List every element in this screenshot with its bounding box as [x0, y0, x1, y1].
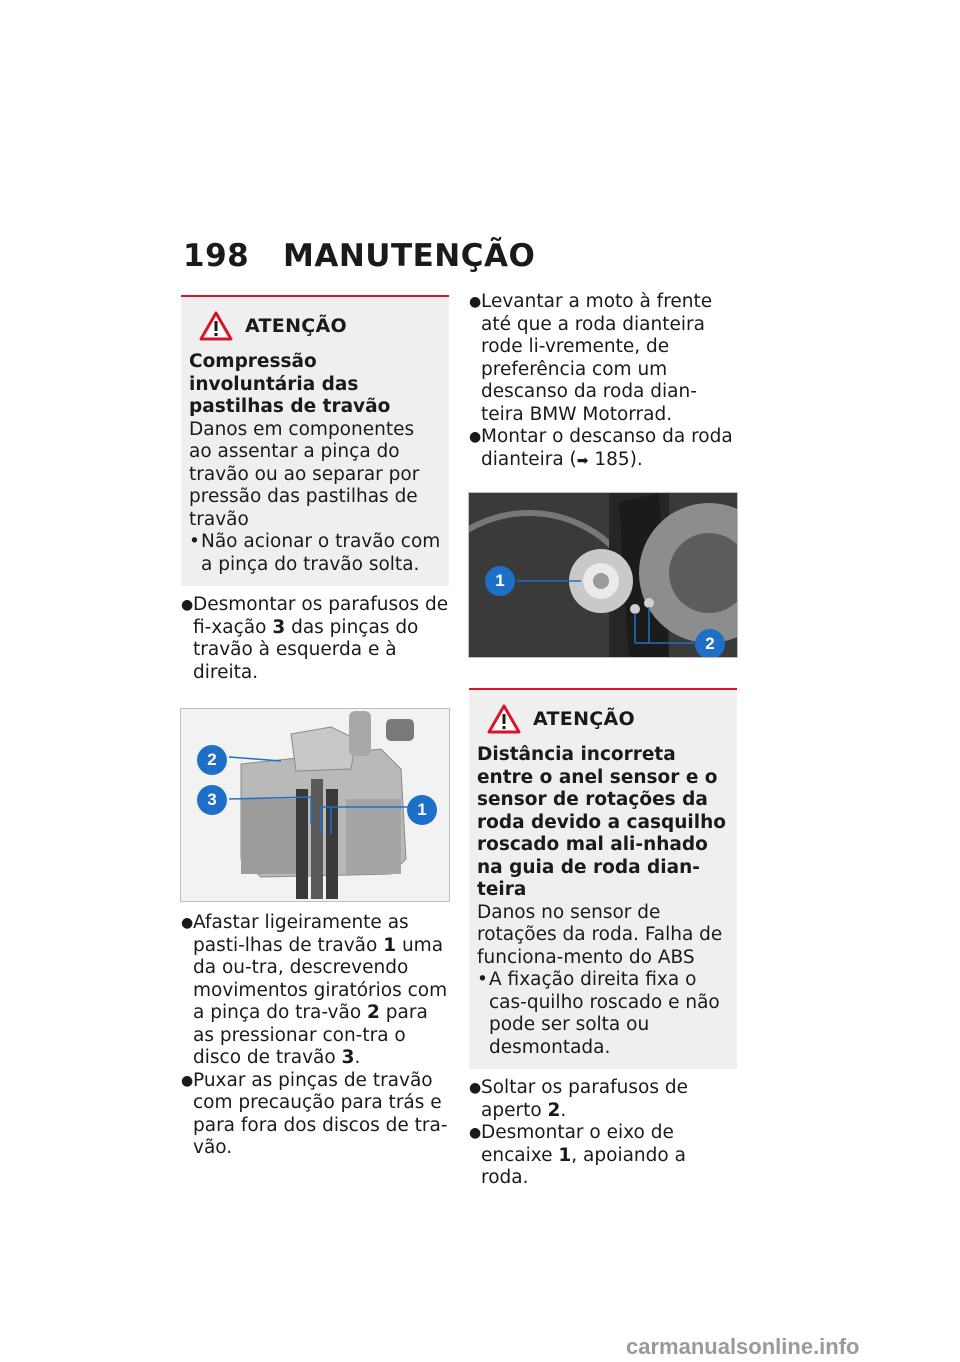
- callout-3: 3: [197, 785, 227, 815]
- bullet-icon: ●: [469, 1125, 482, 1141]
- warning-triangle-icon: [199, 311, 233, 341]
- list-item: ● Levantar a moto à frente até que a roda dianteira rode li-vremente, de preferência com um descanso da roda dian-teira BMW Motorrad.: [469, 291, 713, 425]
- warning-item: • Não acionar o travão com a pinça do travão solta.: [189, 531, 441, 575]
- warning-header: [199, 311, 441, 341]
- warning-title: Compressão involuntária das pastilhas de travão: [189, 351, 391, 417]
- bullet-icon: ●: [469, 294, 482, 310]
- page-number: 198: [183, 238, 250, 274]
- callout-2: 2: [695, 629, 725, 658]
- list-item: ● Montar o descanso da roda dianteira (➡ 185).: [469, 426, 737, 472]
- callout-1: 1: [485, 566, 515, 596]
- warning-title: Distância incorreta entre o anel sensor e o sensor de rotações da roda devido a casquilho roscado mal ali-nhado na guia de roda dian-teira: [477, 744, 726, 900]
- warning-body: Danos no sensor de rotações da roda. Falha de funciona-mento do ABS: [477, 901, 723, 968]
- left-column: [181, 295, 449, 1160]
- list-item: ● Desmontar o eixo de encaixe 1, apoiando a roda.: [469, 1122, 686, 1188]
- ref-number: 3: [272, 616, 286, 638]
- list-item: ● Afastar ligeiramente as pasti-lhas de travão 1 uma da ou-tra, descrevendo movimentos giratórios com a pinça do tra-vão 2 para as pressionar con-tra o disco de travão 3.: [181, 912, 448, 1068]
- bullet-icon: ●: [181, 597, 194, 613]
- warning-box: [181, 295, 449, 586]
- warning-item-text: Não acionar o travão com a pinça do travão solta.: [201, 531, 441, 575]
- warning-item-text: A fixação direita fixa o cas-quilho roscado e não pode ser solta ou desmontada.: [489, 969, 720, 1058]
- warning-label: ATENÇÃO: [245, 314, 347, 337]
- callout-1: 1: [407, 795, 437, 825]
- front-wheel-axle-figure: [468, 492, 738, 658]
- brake-caliper-figure: [180, 708, 450, 902]
- bullet-icon: ●: [181, 1072, 194, 1089]
- section-title: MANUTENÇÃO: [283, 238, 536, 274]
- warning-triangle-icon: [487, 704, 521, 734]
- watermark: carmanualsonline.info: [626, 1334, 860, 1359]
- warning-item: • A fixação direita fixa o cas-quilho roscado e não pode ser solta ou desmontada.: [477, 969, 729, 1059]
- list-item: ● Puxar as pinças de travão com precaução para trás e para fora dos discos de tra-vão.: [181, 1069, 448, 1158]
- right-column: [469, 291, 737, 1190]
- bullet-icon: ●: [469, 1080, 482, 1096]
- warning-label: ATENÇÃO: [533, 707, 635, 730]
- callout-2: 2: [197, 745, 227, 775]
- bullet-icon: ●: [469, 429, 482, 445]
- list-item: ● Soltar os parafusos de aperto 2.: [469, 1077, 688, 1121]
- list-item: ● Desmontar os parafusos de fi-xação 3 das pinças do travão à esquerda e à direita.: [181, 594, 449, 683]
- arrow-reference-icon: ➡: [576, 452, 589, 469]
- bullet-icon: ●: [181, 915, 194, 931]
- page-header: [183, 238, 535, 274]
- warning-box: [469, 688, 737, 1069]
- warning-body: Danos em componentes ao assentar a pinça do travão ou ao separar por pressão das pastilhas de travão: [189, 418, 420, 530]
- warning-header: [487, 704, 729, 734]
